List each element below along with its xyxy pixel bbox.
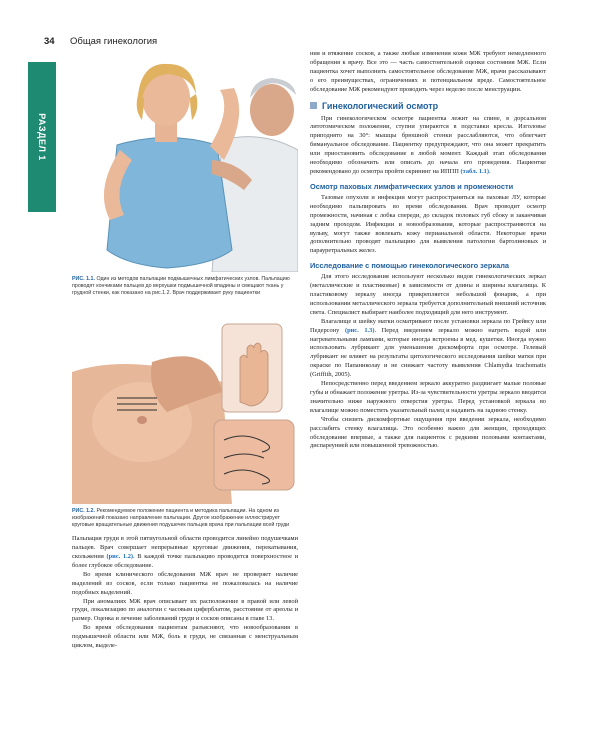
- figure-reference-link[interactable]: (рис. 1.2): [106, 553, 134, 561]
- figure-1-1-illustration: [72, 50, 298, 272]
- running-title: Общая гинекология: [70, 36, 158, 47]
- figure-1-2-caption-text: Рекомендуемое положение пациента и методика пальпации. На одном из изображений показано направление пальпации. Другое изображение иллюстрирует круговые вращательные движения подушечек пальцев врача при пальпации всей груди: [72, 507, 290, 529]
- section-tab: [28, 62, 56, 212]
- page-number: 34: [44, 36, 55, 47]
- heading-text: Гинекологический осмотр: [322, 100, 439, 111]
- figure-1-2-caption: [72, 508, 298, 530]
- paragraph: Непосредственно перед введением зеркало аккуратно раздвигает малые половые губы и обнажает положение уретры. Из-за чувствительности уретры зеркало вводится значительно ниже наружного отверстия уретры. Перед установкой зеркала во влагалище можно поместить указательный палец и надавить на заднюю стенку.: [310, 380, 546, 414]
- breast-exam-armpit-illustration: [72, 50, 298, 272]
- left-body-text: [72, 535, 298, 651]
- paragraph: Чтобы снизить дискомфортные ощущения при введении зеркала, необходимо расслабить стенку влагалища. Это особенно важно для женщин, проходящих обследование впервые, а также для пациенток с редкими половыми контактами, диспареунией или повышенной тревожностью.: [310, 415, 546, 450]
- heading-gynecological-exam: [310, 101, 546, 111]
- breast-palpation-technique-illustration: [72, 302, 298, 504]
- paragraph: [310, 115, 546, 177]
- right-column: [310, 50, 546, 451]
- figure-1-2-label: РИС. 1.2.: [72, 507, 95, 514]
- heading-inguinal-exam: Осмотр паховых лимфатических узлов и промежности: [310, 181, 514, 191]
- section-tab-label: РАЗДЕЛ 1: [37, 113, 47, 161]
- paragraph: Тазовые опухоли и инфекции могут распространяться на паховые ЛУ, которые необходимо пальпировать во время обследования. Врач проводит осмотр промежности, начиная с лобка спереди, до складок половых губ сбоку и заканчивая задним проходом. Инфекции и новообразования, которые распространяются на вульву, могут также вовлекать кожу перианальной области. Некоторые врачи дополнительно проводят пальпацию для выявления патологии бартолиновых и парауретральных желез.: [310, 193, 546, 255]
- paragraph: Во время клинического обследования МЖ врач не проверяет наличие выделений из сосков, если только пациентка не пожаловалась на наличие подобных выделений.: [72, 570, 298, 596]
- paragraph-text: . Перед введением зеркало можно нагреть водой или нагревательными лампами, которые иногда встроены в мед. кушетки. Иногда нужно использовать лубрикант для уменьшения дискомфорта при осмотре. Гелевый лубрикант не влияет на результаты цитологического исследования шейки матки при окраске по Папаниколау и не снижает частоту выявления Chlamydia trachomatis (Griffith, 2005).: [310, 326, 546, 379]
- paragraph: [310, 318, 546, 380]
- paragraph: Для этого исследования используют несколько видов гинекологических зеркал (металлические и пластиковые) в зависимости от длины и ширины влагалища. К пластиковому зеркалу иногда прикрепляется небольшой фонарик, а при использовании металлического зеркала требуется дополнительный внешний источник света. Специалист выбирает наиболее подходящий для него инструмент.: [310, 273, 546, 316]
- paragraph: [72, 535, 298, 571]
- paragraph-text: Влагалище и шейку матки осматривают после установки зеркала по Грейвсу или Педерсону: [310, 317, 546, 334]
- paragraph-text: Пальпация груди в этой пятиугольной области проводится линейно подушечками пальцев. Врач совершает непрерывные круговые движения, перекатывания, скольжения: [72, 535, 298, 561]
- left-column: [72, 50, 298, 651]
- paragraph: При аномалиях МЖ врач описывает их расположение в правой или левой груди, локализацию по аналогии с часовым циферблатом, расстояние от ареолы и размер. Оценка и лечение заболеваний груди и сосков описаны в главе 13.: [72, 597, 298, 623]
- figure-1-2-illustration: [72, 302, 298, 504]
- paragraph-text: При гинекологическом осмотре пациентка лежит на спине, в дорсальном литотомическом положении, ступни упираются в подставки кресла. Изголовье приподнято на 30°: мышцы брюшной стенки расслабляются, что облегчает бимануальное обследование. Пациентку предупреждают, что она может прекратить или приостановить обследование в любой момент. Каждый этап обследования необходимо обозначить или описать до начала его проведения. Пациентке рекомендовано до осмотра пройти скрининг на ИППП: [310, 114, 546, 175]
- figure-1-1-caption: [72, 276, 298, 298]
- figure-reference-link[interactable]: (рис. 1.3): [344, 326, 375, 334]
- figure-1-1-label: РИС. 1.1.: [72, 276, 95, 282]
- paragraph: Во время обследования пациентам разъясняют, что новообразования в подмышечной области или МЖ, боль в груди, не связанная с менструальным циклом, выделе-: [72, 624, 298, 650]
- table-reference-link[interactable]: (табл. 1.1): [460, 167, 489, 175]
- heading-speculum-exam: Исследование с помощью гинекологического зеркала: [310, 261, 510, 271]
- paragraph: ния и втяжение сосков, а также любые изменения кожи МЖ требуют немедленного обращения к врачу. Все это — часть самостоятельной оценки состояния МЖ. Если пациентка хочет выполнить самостоятельное обследование МЖ, врачи рассказывают о его преимуществах, ограничениях и потенциальном вреде. Самостоятельное обследование МЖ рекомендуют проводить через неделю после менструации.: [310, 50, 546, 93]
- paragraph-text: .: [489, 167, 491, 175]
- paragraph-text: . В каждой точке пальпацию проводится поверхностное и более глубокое обследование.: [72, 553, 299, 569]
- figure-1-1-caption-text: Один из методов пальпации подмышечных лимфатических узлов. Пальпацию проводят кончиками пальцев до верхушки подмышечной впадины и смещают ткань у грудной стенки, как показано на рис.1.2. Врач поддерживает руку пациентки: [72, 276, 290, 297]
- heading-square-marker: [310, 102, 317, 109]
